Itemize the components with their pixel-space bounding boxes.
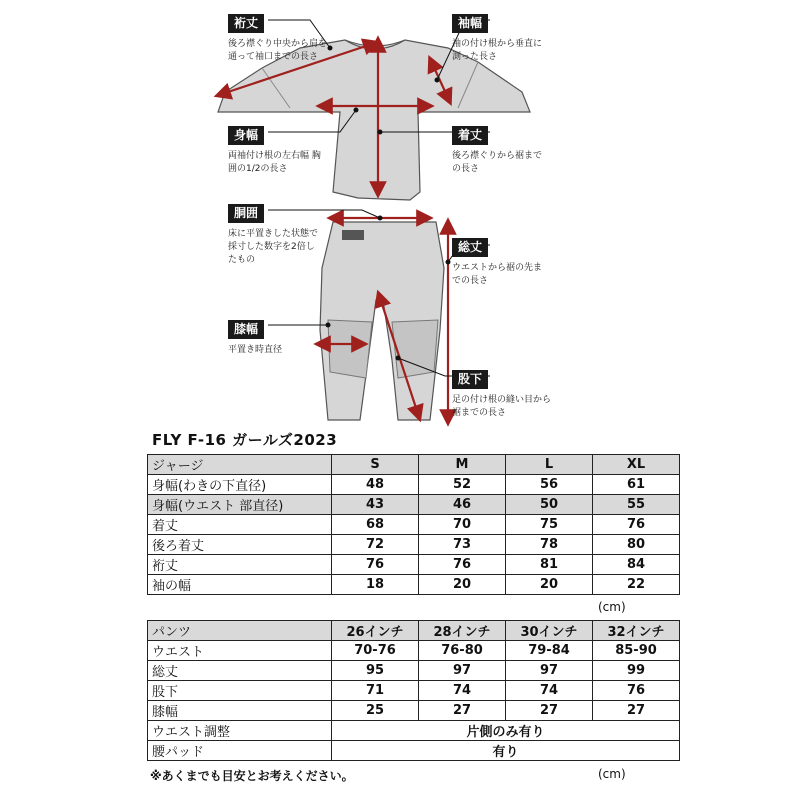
table-cell: 99 <box>593 661 680 681</box>
table-cell: 52 <box>419 475 506 495</box>
callout-desc: 床に平置きした状態で採寸した数字を2倍したもの <box>228 229 319 265</box>
callout-soutake <box>452 236 544 288</box>
callout-yukitake <box>228 12 332 64</box>
header-cell: S <box>332 455 419 475</box>
table-row <box>148 475 680 495</box>
callout-title: 胴囲 <box>228 204 264 223</box>
callout-title: 裄丈 <box>228 14 264 33</box>
table-cell: 68 <box>332 515 419 535</box>
callout-title: 総丈 <box>452 238 488 257</box>
table-cell: 84 <box>593 555 680 575</box>
table-cell: 有り <box>332 741 680 761</box>
callout-desc: 後ろ襟ぐりから裾までの長さ <box>452 151 543 174</box>
row-label: 着丈 <box>148 515 332 535</box>
header-cell: 26インチ <box>332 621 419 641</box>
table-cell: 72 <box>332 535 419 555</box>
row-label: 膝幅 <box>148 701 332 721</box>
table-cell: 73 <box>419 535 506 555</box>
row-label: 腰パッド <box>148 741 332 761</box>
row-label: 身幅(ウエスト 部直径) <box>148 495 332 515</box>
table-header-row <box>148 455 680 475</box>
table-cell: 22 <box>593 575 680 595</box>
table-cell: 48 <box>332 475 419 495</box>
table-cell: 70-76 <box>332 641 419 661</box>
jersey-unit-label: (cm) <box>598 600 626 614</box>
table-cell: 97 <box>506 661 593 681</box>
table-row <box>148 575 680 595</box>
table-cell: 20 <box>419 575 506 595</box>
table-row <box>148 701 680 721</box>
jersey-size-table <box>147 454 680 595</box>
table-row <box>148 681 680 701</box>
table-row <box>148 661 680 681</box>
table-cell: 85-90 <box>593 641 680 661</box>
table-cell: 27 <box>593 701 680 721</box>
header-cell: パンツ <box>148 621 332 641</box>
callout-matashita <box>452 368 552 420</box>
callout-douitt <box>228 202 320 267</box>
product-title: FLY F-16 ガールズ2023 <box>152 431 338 449</box>
table-cell: 71 <box>332 681 419 701</box>
callout-title: 膝幅 <box>228 320 264 339</box>
callout-desc: 足の付け根の縫い目から裾までの長さ <box>452 395 552 418</box>
header-cell: M <box>419 455 506 475</box>
table-cell: 79-84 <box>506 641 593 661</box>
callout-desc: 平置き時直径 <box>228 345 283 355</box>
row-label: ウエスト調整 <box>148 721 332 741</box>
callout-title: 着丈 <box>452 126 488 145</box>
callout-desc: 袖の付け根から垂直に測った長さ <box>452 39 543 62</box>
table-cell: 43 <box>332 495 419 515</box>
table-cell: 95 <box>332 661 419 681</box>
callout-sodehaba <box>452 12 544 64</box>
table-cell: 75 <box>506 515 593 535</box>
callout-desc: 両袖付け根の左右幅 胸囲の1/2の長さ <box>228 151 321 174</box>
row-label: ウエスト <box>148 641 332 661</box>
table-cell: 61 <box>593 475 680 495</box>
header-cell: 28インチ <box>419 621 506 641</box>
callout-title: 股下 <box>452 370 488 389</box>
callout-desc: ウエストから裾の先までの長さ <box>452 263 543 286</box>
callout-kitake <box>452 124 544 176</box>
table-cell: 76-80 <box>419 641 506 661</box>
callout-title: 身幅 <box>228 126 264 145</box>
table-cell: 27 <box>506 701 593 721</box>
table-row <box>148 535 680 555</box>
table-row <box>148 721 680 741</box>
table-header-row <box>148 621 680 641</box>
table-cell: 74 <box>419 681 506 701</box>
row-label: 後ろ着丈 <box>148 535 332 555</box>
row-label: 股下 <box>148 681 332 701</box>
table-cell: 97 <box>419 661 506 681</box>
pants-size-table <box>147 620 680 761</box>
table-cell: 81 <box>506 555 593 575</box>
table-cell: 80 <box>593 535 680 555</box>
table-cell: 27 <box>419 701 506 721</box>
callout-title: 袖幅 <box>452 14 488 33</box>
row-label: 総丈 <box>148 661 332 681</box>
table-cell: 55 <box>593 495 680 515</box>
header-cell: 30インチ <box>506 621 593 641</box>
header-cell: ジャージ <box>148 455 332 475</box>
table-row <box>148 495 680 515</box>
table-row <box>148 555 680 575</box>
header-cell: L <box>506 455 593 475</box>
table-cell: 18 <box>332 575 419 595</box>
row-label: 身幅(わきの下直径) <box>148 475 332 495</box>
table-cell: 70 <box>419 515 506 535</box>
disclaimer-note: ※あくまでも目安とお考えください。 <box>150 769 354 783</box>
row-label: 裄丈 <box>148 555 332 575</box>
header-cell: 32インチ <box>593 621 680 641</box>
header-cell: XL <box>593 455 680 475</box>
table-row <box>148 741 680 761</box>
bottom-unit-label: (cm) <box>598 767 626 781</box>
table-cell: 56 <box>506 475 593 495</box>
table-row <box>148 515 680 535</box>
table-row <box>148 641 680 661</box>
row-label: 袖の幅 <box>148 575 332 595</box>
callout-desc: 後ろ襟ぐり中央から肩を通って袖口までの長さ <box>228 39 328 62</box>
table-cell: 20 <box>506 575 593 595</box>
table-cell: 片側のみ有り <box>332 721 680 741</box>
jersey-illustration <box>218 40 530 200</box>
table-cell: 74 <box>506 681 593 701</box>
table-cell: 76 <box>419 555 506 575</box>
table-cell: 76 <box>332 555 419 575</box>
table-cell: 76 <box>593 515 680 535</box>
table-cell: 76 <box>593 681 680 701</box>
table-cell: 46 <box>419 495 506 515</box>
table-cell: 78 <box>506 535 593 555</box>
callout-hizahaba <box>228 318 348 357</box>
table-cell: 50 <box>506 495 593 515</box>
table-cell: 25 <box>332 701 419 721</box>
callout-mihaba <box>228 124 328 176</box>
